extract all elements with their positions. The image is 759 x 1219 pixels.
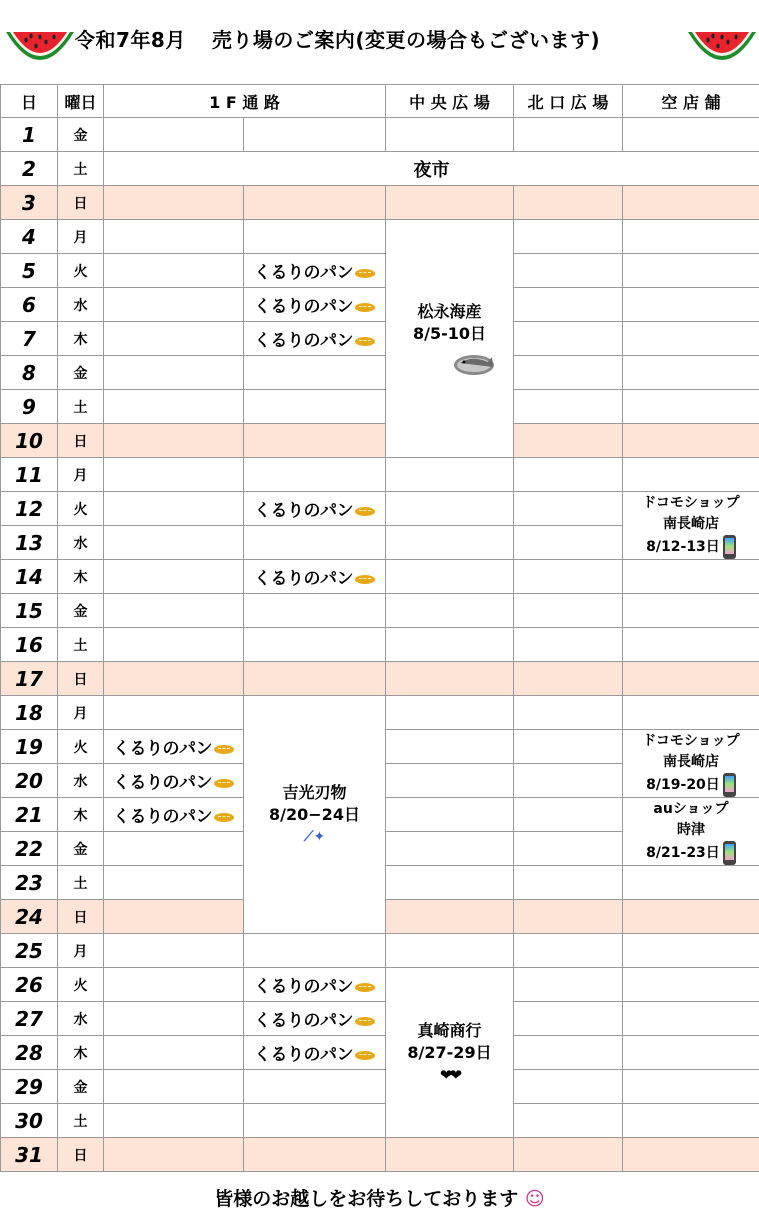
vacant-cell [623,696,759,730]
bakery-label: くるりのパン [113,773,212,793]
day-number: 4 [1,220,58,254]
shop-line1: auショップ [623,799,759,820]
phone-icon [723,535,736,559]
passage-a-cell [104,118,244,152]
bread-icon [214,745,234,754]
day-of-week: 木 [58,798,104,832]
passage-b-cell [244,1104,386,1138]
central-cell [386,798,514,832]
bread-icon [355,1017,375,1026]
day-of-week: 金 [58,118,104,152]
day-of-week: 水 [58,526,104,560]
bread-icon [214,813,234,822]
title-date: 令和7年8月 [75,24,186,53]
table-row [1,628,759,662]
header-row [1,85,759,118]
central-cell [386,662,514,696]
vacant-cell [623,390,759,424]
bakery-label: くるりのパン [254,501,353,521]
vacant-cell [623,458,759,492]
day-of-week: 日 [58,662,104,696]
central-cell [386,492,514,526]
day-number: 28 [1,1036,58,1070]
passage-a-cell [104,1104,244,1138]
hearts-icon: ❤❤ [386,1064,513,1086]
day-number: 15 [1,594,58,628]
vacant-cell [623,900,759,934]
event-dates: 8/27-29日 [386,1042,513,1064]
day-of-week: 火 [58,254,104,288]
vacant-cell [623,220,759,254]
table-row [1,1036,759,1070]
north-cell [514,1104,623,1138]
event-dates: 8/20−24日 [244,804,385,826]
header-dow: 曜日 [58,85,104,118]
table-row [1,1104,759,1138]
phone-icon [723,841,736,865]
passage-a-cell [104,1002,244,1036]
passage-b-cell [244,186,386,220]
vacant-cell [623,118,759,152]
passage-b-cell [244,968,386,1002]
north-cell [514,288,623,322]
day-of-week: 月 [58,696,104,730]
day-number: 5 [1,254,58,288]
north-cell [514,1002,623,1036]
passage-b-cell [244,458,386,492]
vacant-cell [623,968,759,1002]
day-of-week: 木 [58,322,104,356]
table-row [1,424,759,458]
central-cell [386,934,514,968]
north-cell [514,900,623,934]
passage-a-cell [104,662,244,696]
day-number: 27 [1,1002,58,1036]
day-number: 9 [1,390,58,424]
day-of-week: 金 [58,1070,104,1104]
central-cell [386,628,514,662]
day-number: 17 [1,662,58,696]
docomo-event [623,730,759,798]
table-row [1,356,759,390]
north-cell [514,356,623,390]
bread-icon [355,507,375,516]
bakery-label: くるりのパン [113,807,212,827]
event-name: 松永海産 [386,301,513,323]
day-number: 3 [1,186,58,220]
passage-a-cell [104,220,244,254]
table-row [1,390,759,424]
table-row [1,662,759,696]
table-row [1,220,759,254]
day-number: 8 [1,356,58,390]
day-number: 29 [1,1070,58,1104]
table-row [1,492,759,526]
north-cell [514,1070,623,1104]
shop-dates: 8/12-13日 [646,539,720,555]
passage-b-cell [244,662,386,696]
bakery-label: くるりのパン [113,739,212,759]
central-cell [386,1138,514,1172]
day-of-week: 土 [58,866,104,900]
passage-a-cell [104,1036,244,1070]
day-of-week: 土 [58,152,104,186]
passage-a-cell [104,424,244,458]
day-of-week: 木 [58,1036,104,1070]
passage-b-cell [244,322,386,356]
header-passage: 1 F 通 路 [104,85,386,118]
central-cell [386,832,514,866]
shop-line2: 南長崎店 [623,752,759,773]
day-number: 19 [1,730,58,764]
table-row [1,1138,759,1172]
central-cell [386,186,514,220]
north-cell [514,628,623,662]
day-of-week: 日 [58,186,104,220]
central-cell [386,764,514,798]
bread-icon [355,575,375,584]
day-number: 7 [1,322,58,356]
table-row [1,322,759,356]
passage-a-cell [104,934,244,968]
day-number: 18 [1,696,58,730]
passage-a-cell [104,356,244,390]
day-number: 10 [1,424,58,458]
passage-a-cell [104,968,244,1002]
passage-a-cell [104,798,244,832]
day-of-week: 月 [58,934,104,968]
table-row [1,1070,759,1104]
bread-icon [355,303,375,312]
vacant-cell [623,254,759,288]
day-of-week: 火 [58,492,104,526]
central-cell [386,900,514,934]
passage-b-cell [244,254,386,288]
vacant-cell [623,1036,759,1070]
passage-a-cell [104,594,244,628]
passage-b-cell [244,288,386,322]
passage-a-cell [104,1138,244,1172]
day-of-week: 水 [58,288,104,322]
central-cell [386,866,514,900]
day-number: 12 [1,492,58,526]
day-number: 26 [1,968,58,1002]
shop-dates: 8/21-23日 [646,845,720,861]
day-number: 6 [1,288,58,322]
passage-b-cell [244,1138,386,1172]
bread-icon [355,269,375,278]
page-title-bar [0,0,759,84]
vacant-cell [623,1070,759,1104]
bread-icon [355,983,375,992]
passage-a-cell [104,628,244,662]
north-cell [514,390,623,424]
north-cell [514,322,623,356]
central-cell [386,730,514,764]
day-of-week: 水 [58,1002,104,1036]
header-north: 北 口 広 場 [514,85,623,118]
day-number: 20 [1,764,58,798]
table-row [1,560,759,594]
vacant-cell [623,1002,759,1036]
knife-sparkle-icon: ⟋✦ [244,826,385,848]
north-cell [514,934,623,968]
table-row [1,254,759,288]
day-of-week: 金 [58,594,104,628]
matsunaga-event [386,220,514,458]
day-of-week: 日 [58,424,104,458]
bakery-label: くるりのパン [254,263,353,283]
day-number: 1 [1,118,58,152]
day-of-week: 月 [58,220,104,254]
north-cell [514,118,623,152]
passage-a-cell [104,866,244,900]
passage-a-cell [104,696,244,730]
event-name: 真崎商行 [386,1020,513,1042]
shop-dates: 8/19-20日 [646,777,720,793]
bakery-label: くるりのパン [254,1011,353,1031]
north-cell [514,730,623,764]
shop-line2: 南長崎店 [623,514,759,535]
table-row [1,968,759,1002]
day-of-week: 木 [58,560,104,594]
north-cell [514,1036,623,1070]
day-number: 11 [1,458,58,492]
event-dates: 8/5-10日 [386,323,513,345]
day-number: 22 [1,832,58,866]
vacant-cell [623,1138,759,1172]
vacant-cell [623,594,759,628]
passage-a-cell [104,764,244,798]
day-of-week: 火 [58,730,104,764]
day-number: 31 [1,1138,58,1172]
footer-message [0,1184,759,1211]
north-cell [514,832,623,866]
day-of-week: 日 [58,900,104,934]
north-cell [514,492,623,526]
vacant-cell [623,356,759,390]
north-cell [514,220,623,254]
day-number: 16 [1,628,58,662]
passage-b-cell [244,934,386,968]
shop-line1: ドコモショップ [623,493,759,514]
schedule-table [0,84,759,1172]
day-number: 30 [1,1104,58,1138]
day-of-week: 金 [58,356,104,390]
north-cell [514,526,623,560]
north-cell [514,1138,623,1172]
central-cell [386,560,514,594]
table-row [1,594,759,628]
day-of-week: 火 [58,968,104,1002]
passage-a-cell [104,526,244,560]
vacant-cell [623,1104,759,1138]
north-cell [514,186,623,220]
vacant-cell [623,424,759,458]
table-row [1,288,759,322]
bread-icon [355,1051,375,1060]
central-cell [386,458,514,492]
north-cell [514,560,623,594]
bakery-label: くるりのパン [254,331,353,351]
day-number: 21 [1,798,58,832]
au-event [623,798,759,866]
docomo-event [623,492,759,560]
passage-a-cell [104,492,244,526]
vacant-cell [623,186,759,220]
table-row [1,152,759,186]
header-vacant: 空 店 舗 [623,85,759,118]
passage-b-cell [244,356,386,390]
passage-b-cell [244,424,386,458]
central-cell [386,696,514,730]
north-cell [514,968,623,1002]
table-row [1,118,759,152]
passage-b-cell [244,1070,386,1104]
passage-b-cell [244,1036,386,1070]
shop-line1: ドコモショップ [623,731,759,752]
day-number: 2 [1,152,58,186]
passage-a-cell [104,254,244,288]
vacant-cell [623,866,759,900]
table-row [1,934,759,968]
table-row [1,186,759,220]
vacant-cell [623,628,759,662]
passage-a-cell [104,832,244,866]
day-of-week: 水 [58,764,104,798]
passage-a-cell [104,288,244,322]
passage-b-cell [244,1002,386,1036]
watermelon-icon [686,24,758,70]
passage-b-cell [244,560,386,594]
passage-b-cell [244,390,386,424]
bakery-label: くるりのパン [254,569,353,589]
passage-a-cell [104,458,244,492]
title-message: 売り場のご案内(変更の場合もございます) [212,24,600,53]
table-row [1,1002,759,1036]
bakery-label: くるりのパン [254,977,353,997]
passage-b-cell [244,526,386,560]
day-number: 25 [1,934,58,968]
central-cell [386,526,514,560]
event-name: 吉光刃物 [244,782,385,804]
phone-icon [723,773,736,797]
north-cell [514,254,623,288]
table-row [1,458,759,492]
vacant-cell [623,934,759,968]
passage-b-cell [244,628,386,662]
mazaki-event [386,968,514,1138]
bakery-label: くるりのパン [254,1045,353,1065]
header-central: 中 央 広 場 [386,85,514,118]
fish-icon [452,347,496,377]
day-of-week: 土 [58,1104,104,1138]
watermelon-icon [4,24,76,70]
north-cell [514,764,623,798]
yoshimitsu-event [244,696,386,934]
day-number: 13 [1,526,58,560]
bread-icon [355,337,375,346]
passage-a-cell [104,560,244,594]
shop-line2: 時津 [623,820,759,841]
passage-b-cell [244,594,386,628]
day-of-week: 土 [58,628,104,662]
vacant-cell [623,560,759,594]
day-of-week: 土 [58,390,104,424]
north-cell [514,696,623,730]
north-cell [514,594,623,628]
passage-a-cell [104,186,244,220]
vacant-cell [623,322,759,356]
header-day: 日 [1,85,58,118]
day-number: 23 [1,866,58,900]
vacant-cell [623,662,759,696]
vacant-cell [623,288,759,322]
passage-b-cell [244,492,386,526]
footer [0,1171,759,1219]
night-market-cell: 夜市 [104,152,759,186]
passage-a-cell [104,900,244,934]
north-cell [514,866,623,900]
central-cell [386,118,514,152]
day-number: 14 [1,560,58,594]
day-number: 24 [1,900,58,934]
bread-icon [214,779,234,788]
north-cell [514,662,623,696]
day-of-week: 月 [58,458,104,492]
title-text [75,24,600,53]
central-cell [386,594,514,628]
smile-icon: ☺ [525,1188,545,1210]
passage-a-cell [104,390,244,424]
passage-a-cell [104,1070,244,1104]
table-row [1,696,759,730]
footer-text: 皆様のお越しをお待ちしております [214,1188,518,1210]
passage-b-cell [244,118,386,152]
north-cell [514,424,623,458]
north-cell [514,458,623,492]
passage-a-cell [104,730,244,764]
north-cell [514,798,623,832]
passage-b-cell [244,220,386,254]
day-of-week: 金 [58,832,104,866]
day-of-week: 日 [58,1138,104,1172]
bakery-label: くるりのパン [254,297,353,317]
passage-a-cell [104,322,244,356]
